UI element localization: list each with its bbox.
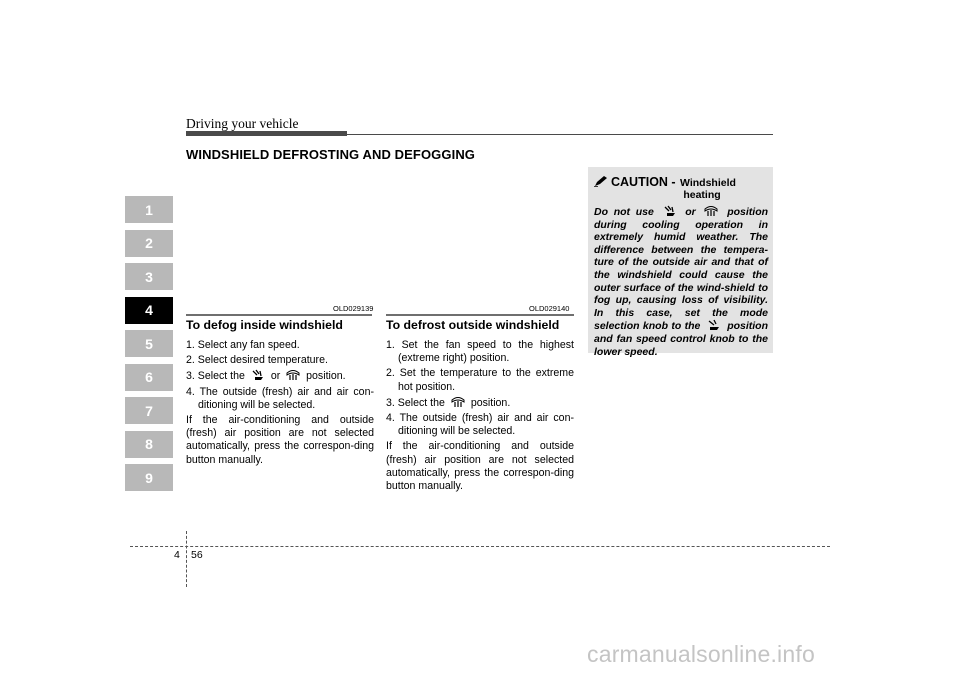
chapter-tab-4[interactable]: 4 (125, 297, 173, 324)
floor-mode-icon (707, 319, 721, 331)
floor-defrost-mode-icon (251, 369, 265, 381)
image-divider-left (186, 314, 372, 316)
defog-section (186, 318, 374, 470)
defrost-step-3-suffix: position. (470, 396, 511, 409)
chapter-tab-2[interactable]: 2 (125, 230, 173, 257)
defrost-step-2: 2. Set the temperature to the extreme hot position. (386, 367, 574, 393)
image-divider-right (386, 314, 574, 316)
defrost-mode-icon (704, 205, 718, 217)
watermark: carmanualsonline.info (587, 641, 815, 667)
chapter-tabs (125, 196, 173, 498)
section-title: WINDSHIELD DEFROSTING AND DEFOGGING (186, 147, 476, 162)
caution-header (594, 173, 770, 201)
footer-vertical-divider (186, 531, 187, 587)
floor-defrost-mode-icon (663, 205, 677, 217)
caution-text-part3: position and fan speed control knob to the lower speed. (594, 320, 769, 358)
defrost-mode-icon (286, 369, 300, 381)
page-chapter-number: 4 (174, 549, 180, 561)
defrost-note: If the air-conditioning and outside (fresh) air position are not selected automatically, press the correspon-ding button manually. (386, 440, 574, 493)
defrost-step-1: 1. Set the fan speed to the highest (extreme right) position. (386, 339, 574, 365)
defog-step-3-or: or (270, 370, 281, 383)
header-rule-thin (347, 134, 773, 135)
defog-note: If the air-conditioning and outside (fresh) air position are not selected automatically, press the correspon-ding button manually. (186, 414, 374, 466)
header-rule (186, 131, 347, 136)
caution-text-part2: position during cooling operation in extremely humid weather. The difference between the tempera-ture of the outside air and that of the windshield could cause the outer surface of the wind-shield to fog up, causing loss of visibility. In this case, set the mode selection knob to the (594, 206, 769, 333)
defog-step-1: 1. Select any fan speed. (186, 339, 300, 351)
header-title: Driving your vehicle (186, 116, 299, 131)
pencil-icon (594, 175, 608, 187)
chapter-tab-1[interactable]: 1 (125, 196, 173, 223)
defog-step-4: 4. The outside (fresh) air and air con-ditioning will be selected. (186, 385, 374, 411)
caution-text-or: or (685, 206, 696, 218)
chapter-tab-9[interactable]: 9 (125, 464, 173, 491)
chapter-tab-7[interactable]: 7 (125, 397, 173, 424)
defog-step-3-suffix: position. (306, 370, 346, 383)
defog-step-2: 2. Select desired temperature. (186, 354, 328, 367)
caution-text-part1: Do not use (594, 206, 654, 218)
image-code-left: OLD029139 (333, 304, 374, 313)
chapter-tab-8[interactable]: 8 (125, 431, 173, 458)
chapter-tab-3[interactable]: 3 (125, 263, 173, 290)
chapter-tab-6[interactable]: 6 (125, 364, 173, 391)
footer-divider (130, 546, 830, 547)
caution-subject-line2: heating (683, 189, 721, 201)
defog-step-3-prefix: 3. Select the (186, 370, 245, 383)
page-number: 56 (191, 549, 203, 561)
caution-subject-line1: Windshield (680, 177, 736, 189)
defrost-mode-icon (451, 396, 465, 408)
caution-text (594, 205, 768, 358)
defrost-step-3 (386, 396, 574, 410)
defrost-section (386, 318, 574, 496)
caution-word: CAUTION - (611, 175, 676, 189)
caution-box (588, 167, 773, 358)
defog-step-3 (186, 369, 374, 383)
image-code-right: OLD029140 (529, 304, 570, 313)
defrost-step-4: 4. The outside (fresh) air and air con-ditioning will be selected. (386, 412, 574, 438)
defog-title: To defog inside windshield (186, 318, 343, 332)
defrost-title: To defrost outside windshield (386, 318, 560, 332)
defrost-step-3-prefix: 3. Select the (386, 396, 445, 409)
chapter-tab-5[interactable]: 5 (125, 330, 173, 357)
